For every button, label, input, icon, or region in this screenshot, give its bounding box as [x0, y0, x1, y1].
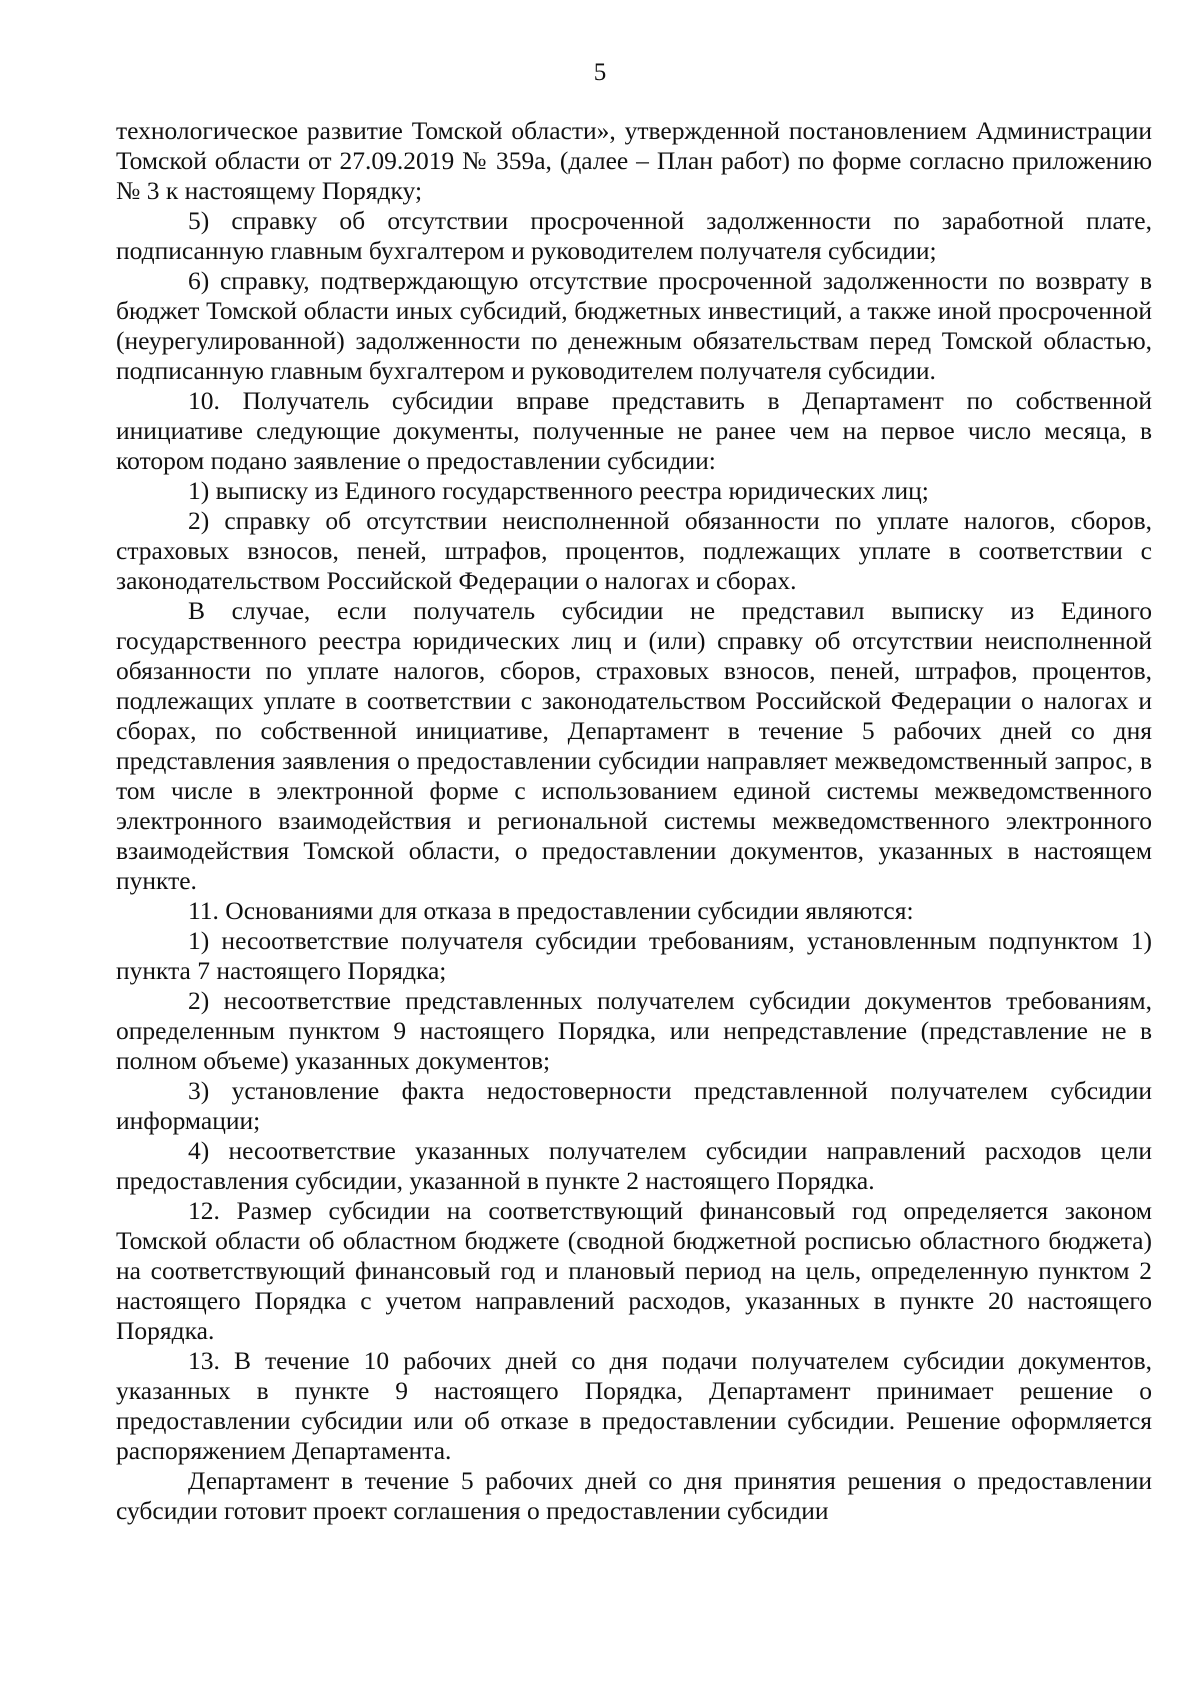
paragraph-continuation: технологическое развитие Томской области», утвержденной постановлением Администрации Томской области от 27.09.2019 № 359а, (далее – План работ) по форме согласно приложению № 3 к настоящему Порядку;: [116, 116, 1152, 205]
paragraph-clause-13-continuation: Департамент в течение 5 рабочих дней со дня принятия решения о предоставлении субсидии готовит проект соглашения о предоставлении субсидии: [116, 1466, 1152, 1525]
paragraph-clause-13: 13. В течение 10 рабочих дней со дня подачи получателем субсидии документов, указанных в пункте 9 настоящего Порядка, Департамент принимает решение о предоставлении субсидии или об отказе в предоставлении субсидии. Решение оформляется распоряжением Департамента.: [116, 1346, 1152, 1465]
document-body: [116, 116, 1152, 1526]
paragraph-clause-11: 11. Основаниями для отказа в предоставлении субсидии являются:: [188, 896, 914, 925]
paragraph-item-6: 6) справку, подтверждающую отсутствие просроченной задолженности по возврату в бюджет Томской области иных субсидий, бюджетных инвестиций, а также иной просроченной (неурегулированной) задолженности по денежным обязательствам перед Томской областью, подписанную главным бухгалтером и руководителем получателя субсидии.: [116, 266, 1152, 385]
paragraph-clause-10-item-2: 2) справку об отсутствии неисполненной обязанности по уплате налогов, сборов, страховых взносов, пеней, штрафов, процентов, подлежащих уплате в соответствии с законодательством Российской Федерации о налогах и сборах.: [116, 506, 1152, 595]
paragraph-clause-11-item-2: 2) несоответствие представленных получателем субсидии документов требованиям, определенным пунктом 9 настоящего Порядка, или непредставление (представление не в полном объеме) указанных документов;: [116, 986, 1152, 1075]
paragraph-clause-12: 12. Размер субсидии на соответствующий финансовый год определяется законом Томской области об областном бюджете (сводной бюджетной росписью областного бюджета) на соответствующий финансовый год и плановый период на цель, определенную пунктом 2 настоящего Порядка с учетом направлений расходов, указанных в пункте 20 настоящего Порядка.: [116, 1196, 1152, 1345]
paragraph-clause-11-item-1: 1) несоответствие получателя субсидии требованиям, установленным подпунктом 1) пункта 7 настоящего Порядка;: [116, 926, 1152, 985]
paragraph-clause-10: 10. Получатель субсидии вправе представить в Департамент по собственной инициативе следующие документы, полученные не ранее чем на первое число месяца, в котором подано заявление о предоставлении субсидии:: [116, 386, 1152, 475]
paragraph-clause-11-item-4: 4) несоответствие указанных получателем субсидии направлений расходов цели предоставления субсидии, указанной в пункте 2 настоящего Порядка.: [116, 1136, 1152, 1195]
paragraph-clause-10-item-1: 1) выписку из Единого государственного реестра юридических лиц;: [188, 476, 929, 505]
page-number: 5: [593, 59, 607, 86]
paragraph-clause-10-note: В случае, если получатель субсидии не представил выписку из Единого государственного реестра юридических лиц и (или) справку об отсутствии неисполненной обязанности по уплате налогов, сборов, страховых взносов, пеней, штрафов, процентов, подлежащих уплате в соответствии с законодательством Российской Федерации о налогах и сборах, по собственной инициативе, Департамент в течение 5 рабочих дней со дня представления заявления о предоставлении субсидии направляет межведомственный запрос, в том числе в электронной форме с использованием единой системы межведомственного электронного взаимодействия и региональной системы межведомственного электронного взаимодействия Томской области, о предоставлении документов, указанных в настоящем пункте.: [116, 596, 1152, 895]
paragraph-item-5: 5) справку об отсутствии просроченной задолженности по заработной плате, подписанную главным бухгалтером и руководителем получателя субсидии;: [116, 206, 1152, 265]
paragraph-clause-11-item-3: 3) установление факта недостоверности представленной получателем субсидии информации;: [116, 1076, 1152, 1135]
